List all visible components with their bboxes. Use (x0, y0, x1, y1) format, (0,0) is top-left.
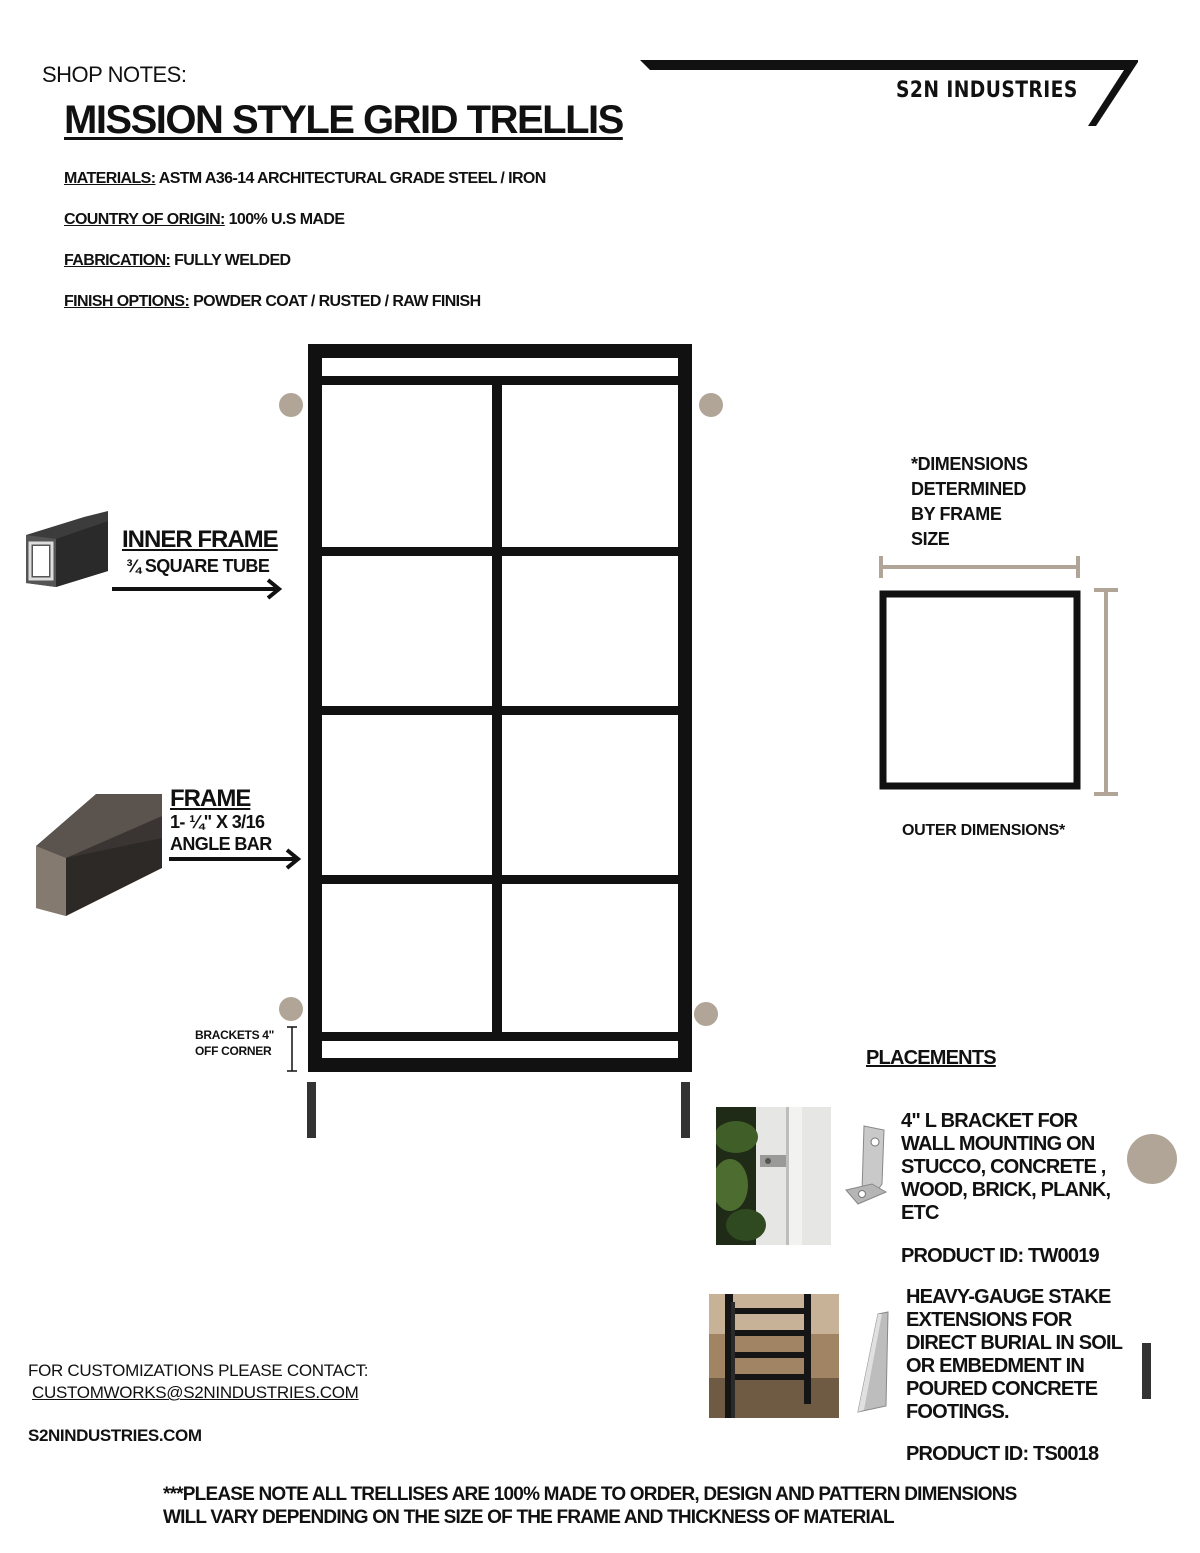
spec-finish-value: POWDER COAT / RUSTED / RAW FINISH (189, 293, 481, 310)
stake-description (906, 1286, 1122, 1424)
spec-finish (64, 293, 481, 311)
trellis-bottom-rail (322, 1032, 678, 1041)
stake-legend-bar (1142, 1343, 1151, 1399)
stake-description-line: DIRECT BURIAL IN SOIL (906, 1332, 1123, 1354)
stake-description-line: FOOTINGS. (906, 1401, 1009, 1423)
spec-origin-value: 100% U.S MADE (224, 211, 345, 228)
bracket-description-line: WOOD, BRICK, PLANK, (901, 1179, 1111, 1201)
spec-origin-label: COUNTRY OF ORIGIN: (64, 211, 225, 228)
frame-type: ANGLE BAR (170, 834, 272, 854)
page-title: MISSION STYLE GRID TRELLIS (64, 98, 623, 142)
trellis-stake-right (681, 1082, 690, 1138)
trellis-top-rail (322, 376, 678, 385)
shop-notes-label: SHOP NOTES: (42, 62, 187, 87)
brand-name: S2N INDUSTRIES (896, 78, 1078, 103)
footnote-line: WILL VARY DEPENDING ON THE SIZE OF THE FRAME AND THICKNESS OF MATERIAL (163, 1507, 894, 1528)
outer-dimensions-diagram (870, 550, 1126, 800)
spec-materials (64, 170, 546, 188)
brackets-offset-note (195, 1027, 274, 1059)
bracket-legend-dot (1127, 1134, 1177, 1184)
inner-frame-subtitle: ¾ SQUARE TUBE (126, 556, 270, 576)
bracket-description-line: WALL MOUNTING ON (901, 1133, 1095, 1155)
frame-title: FRAME (170, 785, 251, 812)
frame-arrow-icon (167, 846, 305, 872)
trellis-grid-bar (322, 547, 678, 556)
inner-frame-arrow-icon (110, 576, 286, 602)
spec-materials-value: ASTM A36-14 ARCHITECTURAL GRADE STEEL / IRON (155, 170, 546, 187)
bracket-dot (279, 393, 303, 417)
bracket-product-id: PRODUCT ID: TW0019 (901, 1245, 1099, 1267)
wall-bracket-photo (716, 1107, 831, 1245)
angle-bar-image (26, 788, 166, 923)
stake-photo (709, 1294, 839, 1418)
contact-email-link[interactable]: CUSTOMWORKS@S2NINDUSTRIES.COM (32, 1383, 359, 1402)
frame-size: 1- ¼" X 3/16 (170, 812, 265, 832)
bracket-dot (699, 393, 723, 417)
dimensions-note-line: DETERMINED (911, 479, 1027, 499)
bracket-description-line: ETC (901, 1202, 939, 1224)
dimensions-note-line: *DIMENSIONS (911, 454, 1028, 474)
spec-fabrication-label: FABRICATION: (64, 252, 171, 269)
inner-frame-title: INNER FRAME (122, 526, 278, 553)
placements-heading: PLACEMENTS (866, 1047, 996, 1069)
trellis-grid-bar (322, 706, 678, 715)
stake-description-line: EXTENSIONS FOR (906, 1309, 1072, 1331)
bracket-dot (279, 997, 303, 1021)
stake-description-line: HEAVY-GAUGE STAKE (906, 1286, 1111, 1308)
made-to-order-note (163, 1483, 1017, 1529)
square-tube-image (22, 505, 112, 590)
spec-fabrication (64, 252, 291, 270)
bracket-dot (694, 1002, 718, 1026)
footnote-line: ***PLEASE NOTE ALL TRELLISES ARE 100% MADE TO ORDER, DESIGN AND PATTERN DIMENSIONS (163, 1484, 1017, 1505)
outer-dimensions-label: OUTER DIMENSIONS* (902, 822, 1065, 839)
outer-frame-square (883, 594, 1077, 786)
bracket-description-line: STUCCO, CONCRETE , (901, 1156, 1106, 1178)
spec-fabrication-value: FULLY WELDED (170, 252, 291, 269)
stake-description-line: POURED CONCRETE (906, 1378, 1098, 1400)
spec-origin (64, 211, 344, 229)
brackets-note-line: BRACKETS 4" (195, 1028, 275, 1042)
website-link[interactable]: S2NINDUSTRIES.COM (28, 1426, 202, 1445)
trellis-grid-bar (322, 875, 678, 884)
dimensions-note (911, 452, 1028, 552)
spec-materials-label: MATERIALS: (64, 170, 156, 187)
stake-image (852, 1310, 892, 1416)
trellis-drawing (270, 335, 740, 1150)
stake-product-id: PRODUCT ID: TS0018 (906, 1443, 1099, 1465)
dimensions-note-line: SIZE (911, 529, 950, 549)
bracket-description-line: 4" L BRACKET FOR (901, 1110, 1078, 1132)
spec-finish-label: FINISH OPTIONS: (64, 293, 190, 310)
l-bracket-image (842, 1122, 890, 1210)
contact-label: FOR CUSTOMIZATIONS PLEASE CONTACT: (28, 1361, 369, 1380)
dimensions-note-line: BY FRAME (911, 504, 1002, 524)
stake-description-line: OR EMBEDMENT IN (906, 1355, 1085, 1377)
brackets-note-line: OFF CORNER (195, 1044, 272, 1058)
trellis-stake-left (307, 1082, 316, 1138)
bracket-description (901, 1110, 1110, 1225)
